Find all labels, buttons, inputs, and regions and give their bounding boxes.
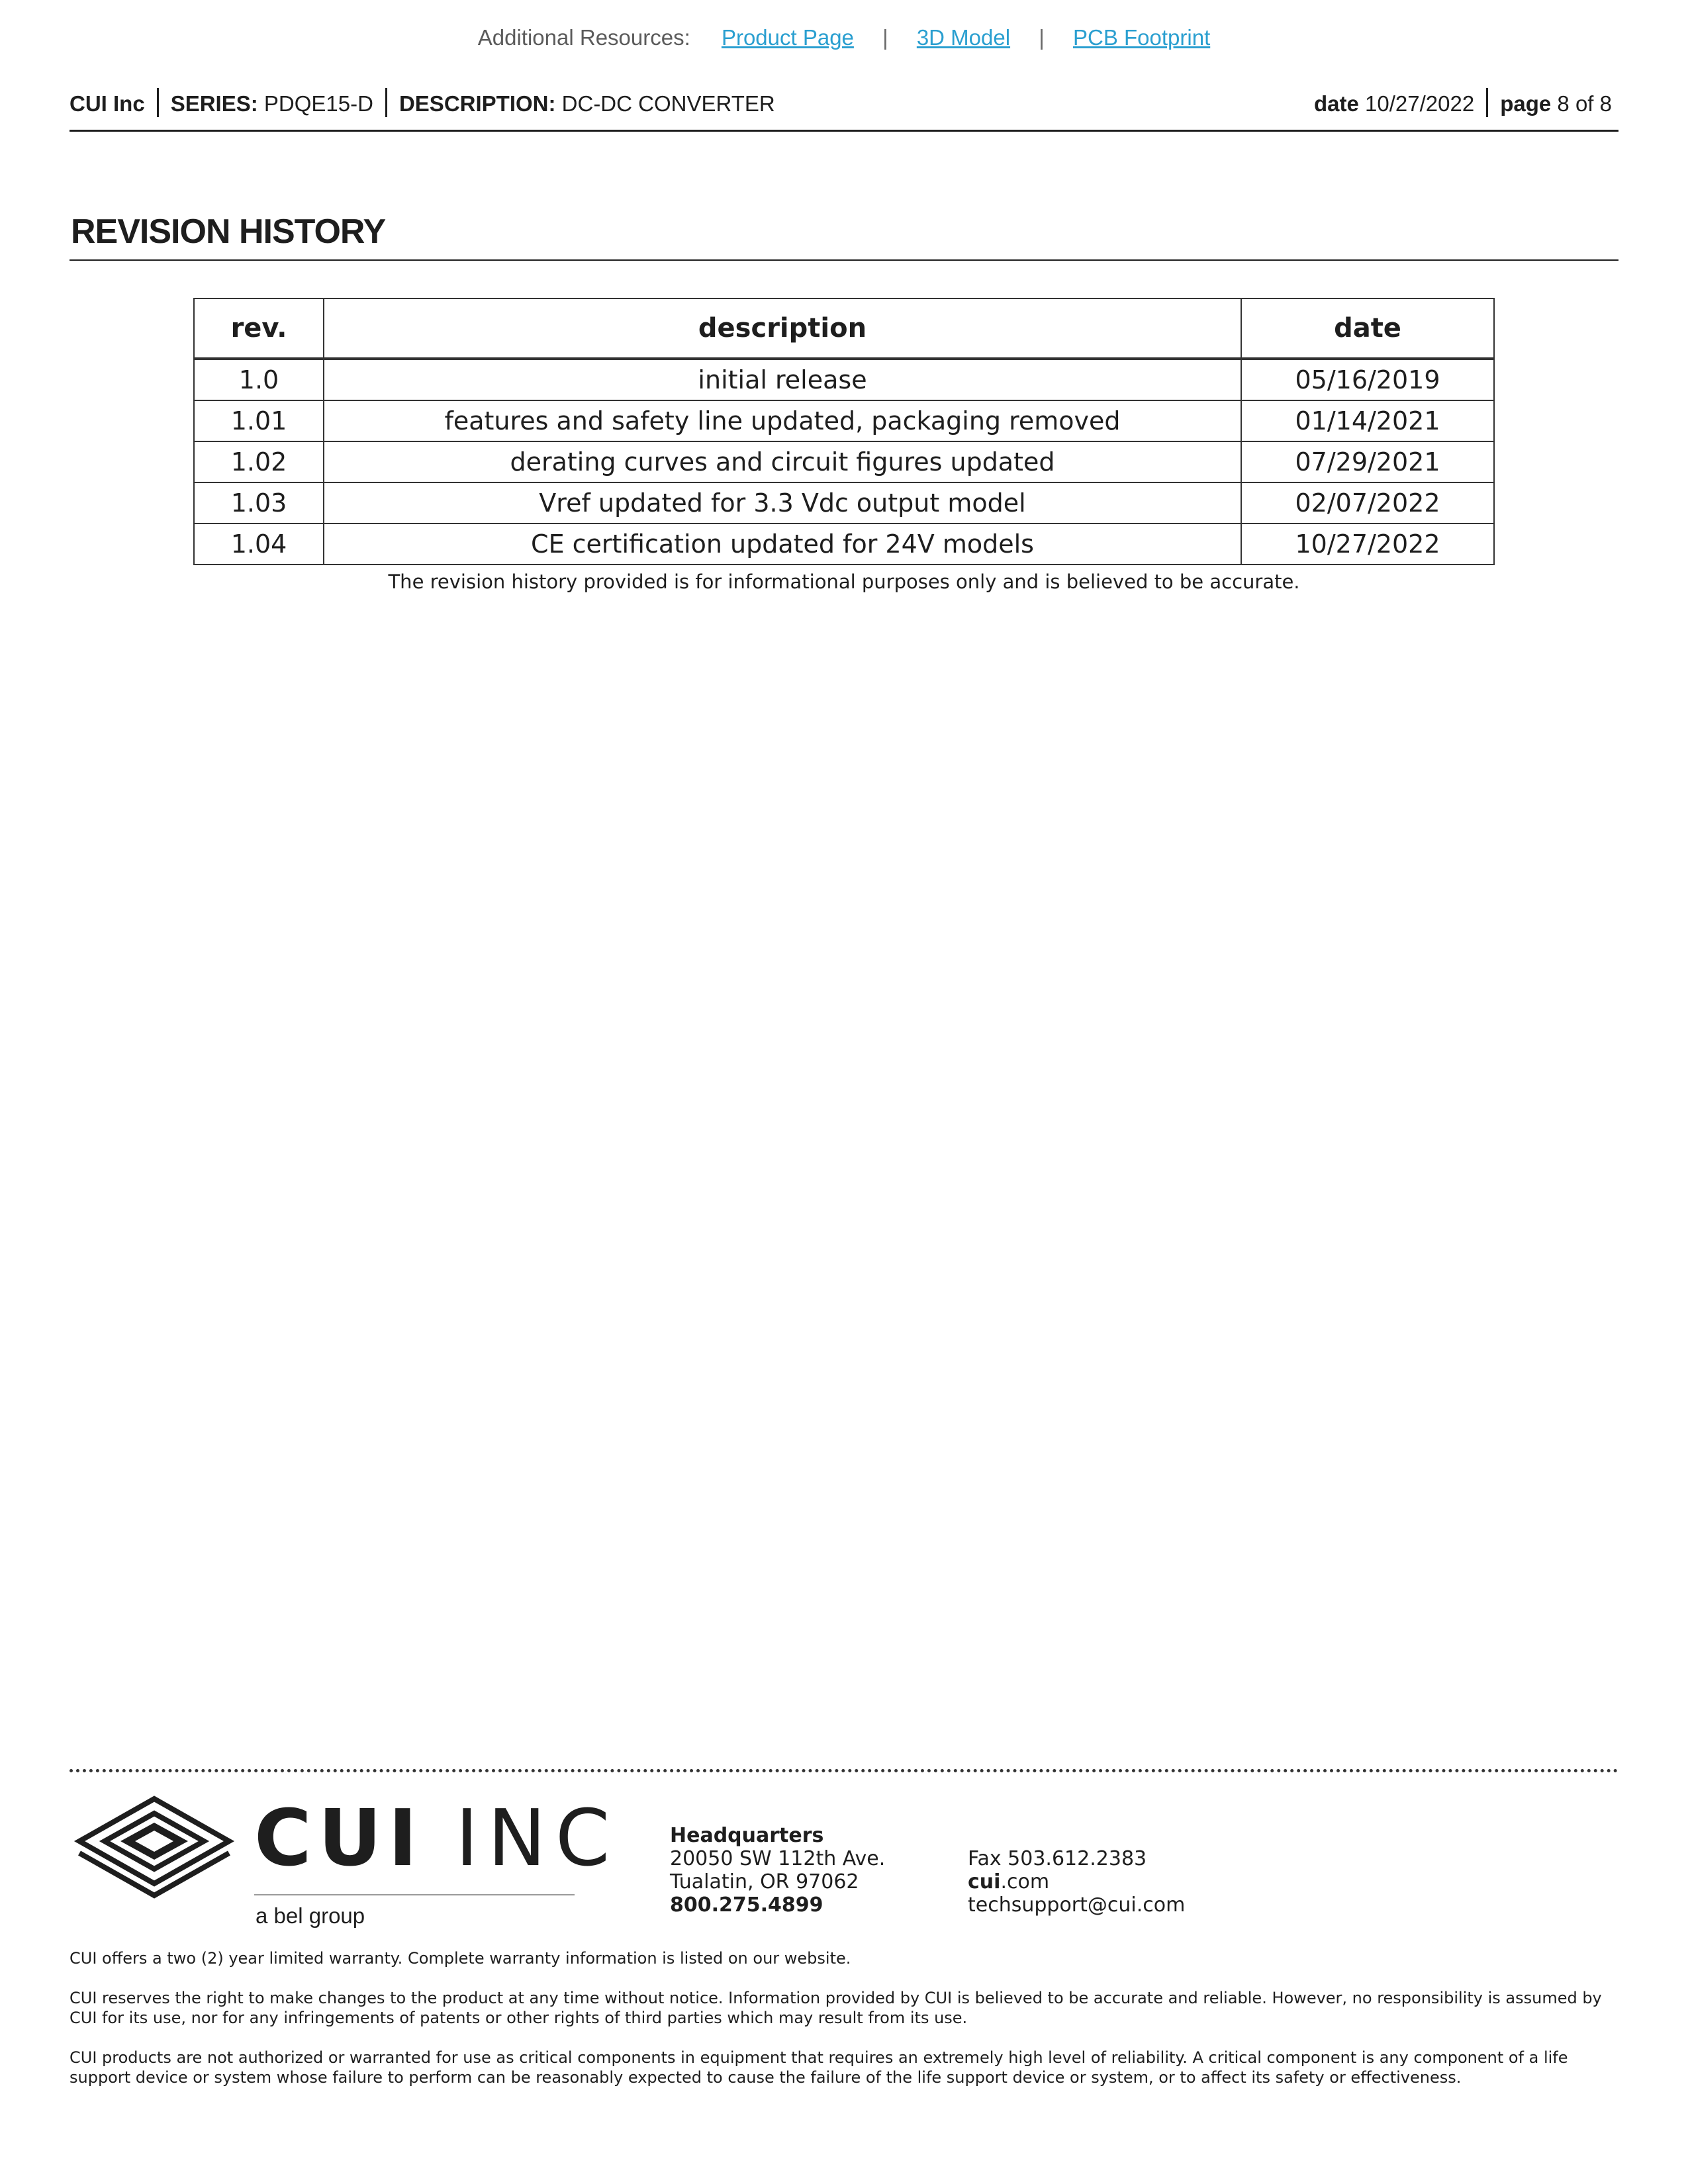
link-separator: | [882, 25, 888, 50]
table-row [194, 400, 1494, 441]
3d-model-link[interactable]: 3D Model [916, 25, 1011, 50]
product-page-link[interactable]: Product Page [721, 25, 854, 50]
header-divider [157, 88, 159, 117]
rev-cell: 1.0 [194, 359, 324, 400]
revision-table [193, 298, 1495, 565]
series-value: PDQE15-D [263, 91, 373, 116]
logo-tagline: a bel group [256, 1903, 365, 1928]
fax-number: Fax 503.612.2383 [968, 1847, 1147, 1870]
footer-dotted-rule [70, 1769, 1618, 1772]
hq-address-line1: 20050 SW 112th Ave. [670, 1847, 886, 1870]
description-cell: derating curves and circuit figures updated [324, 441, 1241, 482]
disclaimer-text: CUI reserves the right to make changes to the product at any time without notice. Information provided by CUI is believed to be accurate and reliable. However, no responsibility is assumed by CUI for its use, nor for any infringements of patents or other rights of third parties which may result from its use. [70, 1989, 1602, 2027]
table-row [194, 482, 1494, 523]
logo-rule [254, 1894, 575, 1895]
headquarters-title: Headquarters [670, 1824, 824, 1847]
page-value: 8 of 8 [1557, 91, 1612, 116]
date-cell: 05/16/2019 [1241, 359, 1494, 400]
rev-cell: 1.04 [194, 523, 324, 565]
additional-resources-bar [0, 25, 1688, 50]
warranty-text: CUI offers a two (2) year limited warranty. Complete warranty information is listed on our website. [70, 1949, 851, 1968]
description-value: DC-DC CONVERTER [561, 91, 775, 116]
column-header-date: date [1241, 298, 1494, 359]
additional-resources-label: Additional Resources: [477, 25, 690, 50]
description-cell: initial release [324, 359, 1241, 400]
website-rest: .com [1000, 1870, 1050, 1893]
header-rule [70, 130, 1618, 132]
table-row [194, 441, 1494, 482]
rev-cell: 1.02 [194, 441, 324, 482]
website [968, 1870, 1185, 1893]
description-cell: Vref updated for 3.3 Vdc output model [324, 482, 1241, 523]
contact-block [968, 1847, 1185, 1917]
column-header-rev: rev. [194, 298, 324, 359]
table-row [194, 359, 1494, 400]
date-cell: 07/29/2021 [1241, 441, 1494, 482]
date-label: date [1314, 91, 1359, 116]
company-name: CUI Inc [70, 91, 145, 116]
date-cell: 01/14/2021 [1241, 400, 1494, 441]
document-header [70, 88, 1618, 118]
revision-note: The revision history provided is for informational purposes only and is believed to be accurate. [388, 570, 1300, 593]
description-cell: CE certification updated for 24V models [324, 523, 1241, 565]
header-divider [385, 88, 387, 117]
date-cell: 10/27/2022 [1241, 523, 1494, 565]
description-cell: features and safety line updated, packaging removed [324, 400, 1241, 441]
date-cell: 02/07/2022 [1241, 482, 1494, 523]
table-row [194, 523, 1494, 565]
website-bold: cui [968, 1870, 1001, 1893]
headquarters-block [670, 1824, 885, 1917]
description-label: DESCRIPTION: [399, 91, 556, 116]
support-email: techsupport@cui.com [968, 1893, 1186, 1917]
header-divider [1486, 88, 1488, 117]
cui-inc-wordmark [254, 1792, 620, 1884]
wordmark-light: INC [455, 1792, 620, 1884]
hq-phone: 800.275.4899 [670, 1893, 823, 1917]
series-label: SERIES: [170, 91, 258, 116]
column-header-description: description [324, 298, 1241, 359]
rev-cell: 1.03 [194, 482, 324, 523]
rev-cell: 1.01 [194, 400, 324, 441]
cui-logo-mark-icon [71, 1794, 237, 1906]
wordmark-bold: CUI [254, 1792, 424, 1884]
link-separator: | [1039, 25, 1045, 50]
page-label: page [1500, 91, 1552, 116]
section-title: REVISION HISTORY [71, 212, 386, 251]
table-header-row [194, 298, 1494, 359]
date-value: 10/27/2022 [1365, 91, 1475, 116]
pcb-footprint-link[interactable]: PCB Footprint [1072, 25, 1211, 50]
critical-components-text: CUI products are not authorized or warranted for use as critical components in equipment that requires an extremely high level of reliability. A critical component is any component of a life support device or system whose failure to perform can be reasonably expected to cause the failure of the life support device or system, or to affect its safety or effectiveness. [70, 2048, 1568, 2087]
hq-address-line2: Tualatin, OR 97062 [670, 1870, 859, 1893]
section-rule [70, 259, 1618, 261]
